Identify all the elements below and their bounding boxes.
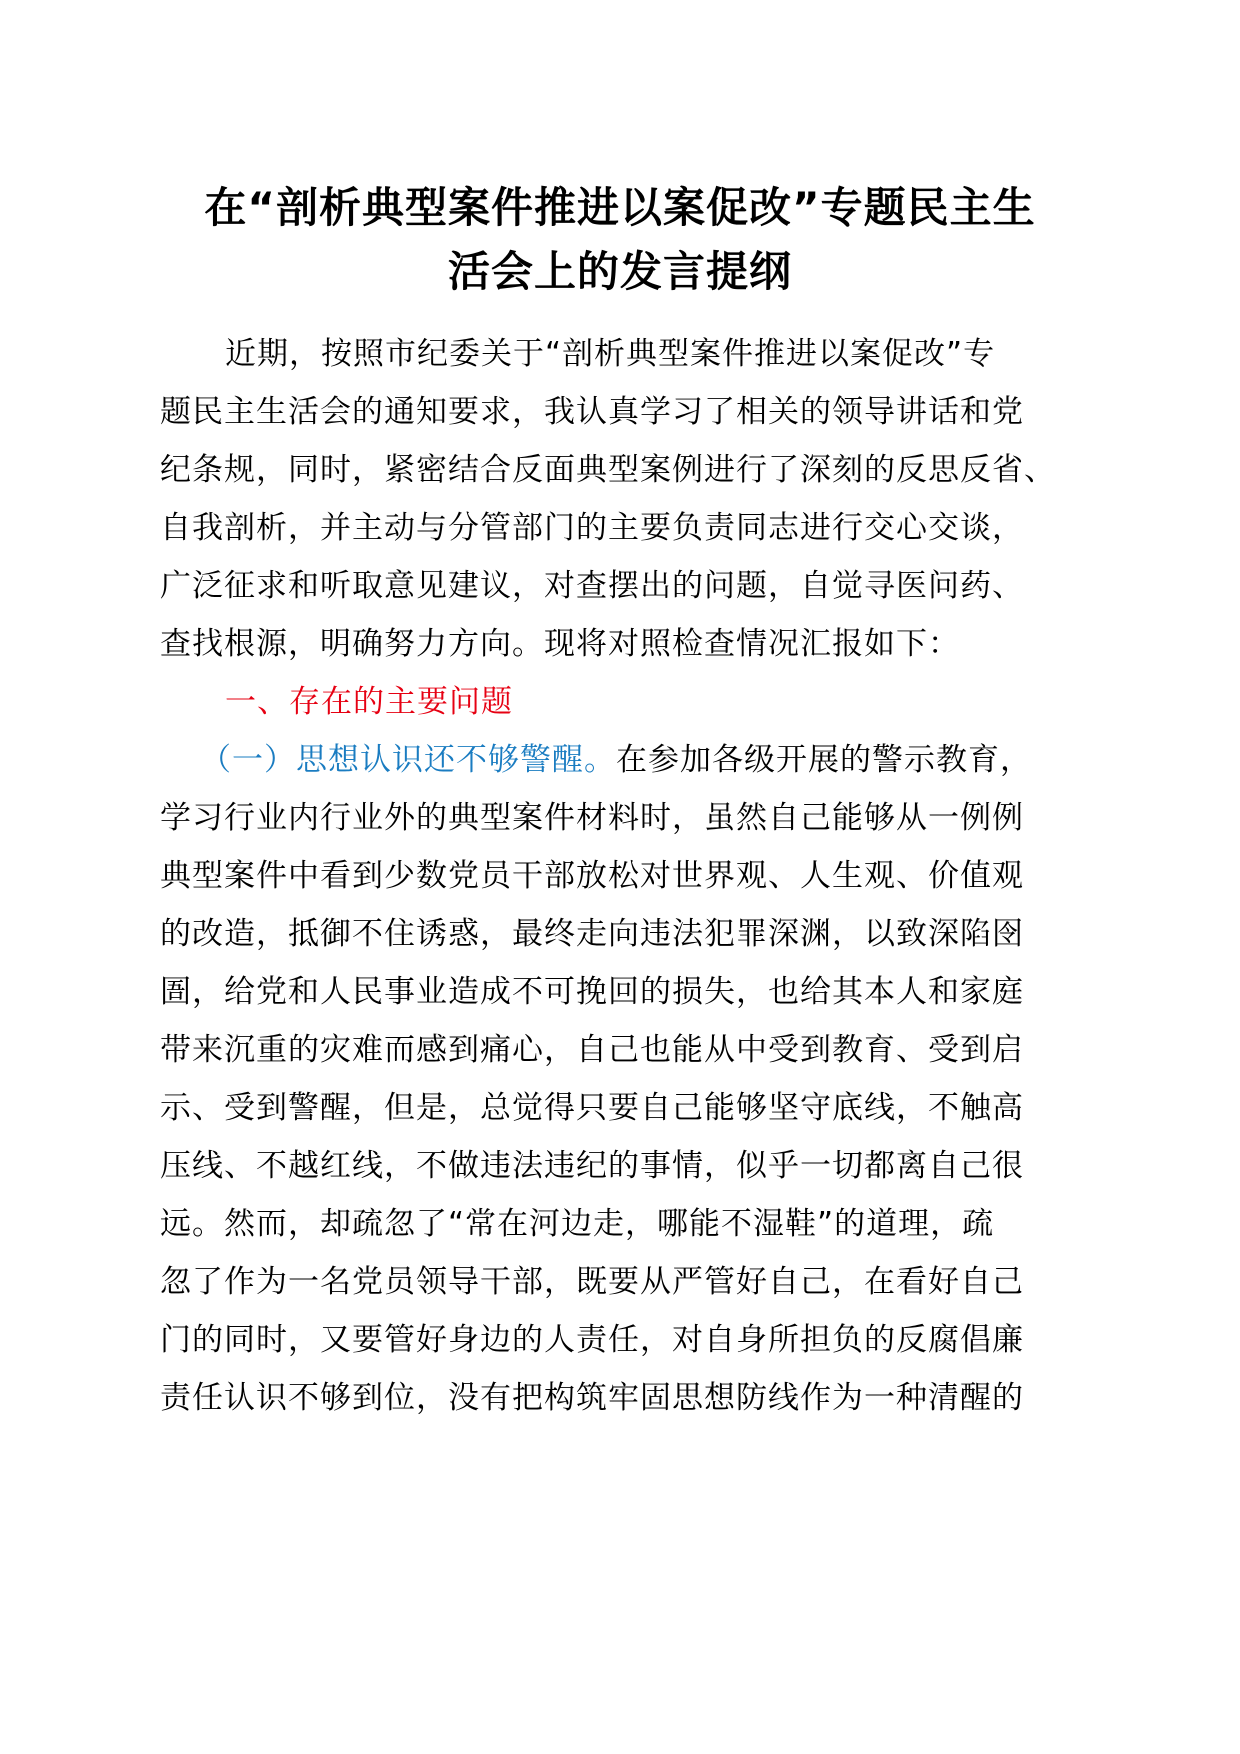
subsection-heading: （一）思想认识还不够警醒。 [200,742,616,778]
title-line-1: 在“剖析典型案件推进以案促改”专题民主生 [204,183,1036,232]
body-line-2: 典型案件中看到少数党员干部放松对世界观、人生观、价值观 [160,858,1024,894]
body-line-9: 忽了作为一名党员领导干部，既要从严管好自己，在看好自己 [160,1264,1024,1300]
intro-line-6: 查找根源，明确努力方向。现将对照检查情况汇报如下： [160,626,960,662]
subsection-first-line [200,740,1032,780]
intro-line-1: 近期，按照市纪委关于“剖析典型案件推进以案促改”专 [225,336,996,372]
subsection-first-line-text: 在参加各级开展的警示教育， [616,742,1032,778]
body-line-8: 远。然而，却疏忽了“常在河边走，哪能不湿鞋”的道理，疏 [160,1206,995,1242]
section-heading: 一、存在的主要问题 [225,684,513,720]
title-line-2: 活会上的发言提纲 [447,247,792,296]
intro-line-3: 纪条规，同时，紧密结合反面典型案例进行了深刻的反思反省、 [160,452,1056,488]
intro-line-4: 自我剖析，并主动与分管部门的主要负责同志进行交心交谈， [160,510,1024,546]
body-line-6: 示、受到警醒，但是，总觉得只要自己能够坚守底线，不触高 [160,1090,1024,1126]
body-line-1: 学习行业内行业外的典型案件材料时，虽然自己能够从一例例 [160,800,1024,836]
body-line-3: 的改造，抵御不住诱惑，最终走向违法犯罪深渊，以致深陷囹 [160,916,1024,952]
body-line-5: 带来沉重的灾难而感到痛心，自己也能从中受到教育、受到启 [160,1032,1024,1068]
intro-line-2: 题民主生活会的通知要求，我认真学习了相关的领导讲话和党 [160,394,1024,430]
document-title [150,176,1090,304]
intro-line-5: 广泛征求和听取意见建议，对查摆出的问题，自觉寻医问药、 [160,568,1024,604]
body-line-10: 门的同时，又要管好身边的人责任，对自身所担负的反腐倡廉 [160,1322,1024,1358]
body-line-4: 圄，给党和人民事业造成不可挽回的损失，也给其本人和家庭 [160,974,1024,1010]
body-line-11: 责任认识不够到位，没有把构筑牢固思想防线作为一种清醒的 [160,1380,1024,1416]
body-line-7: 压线、不越红线，不做违法违纪的事情，似乎一切都离自己很 [160,1148,1024,1184]
